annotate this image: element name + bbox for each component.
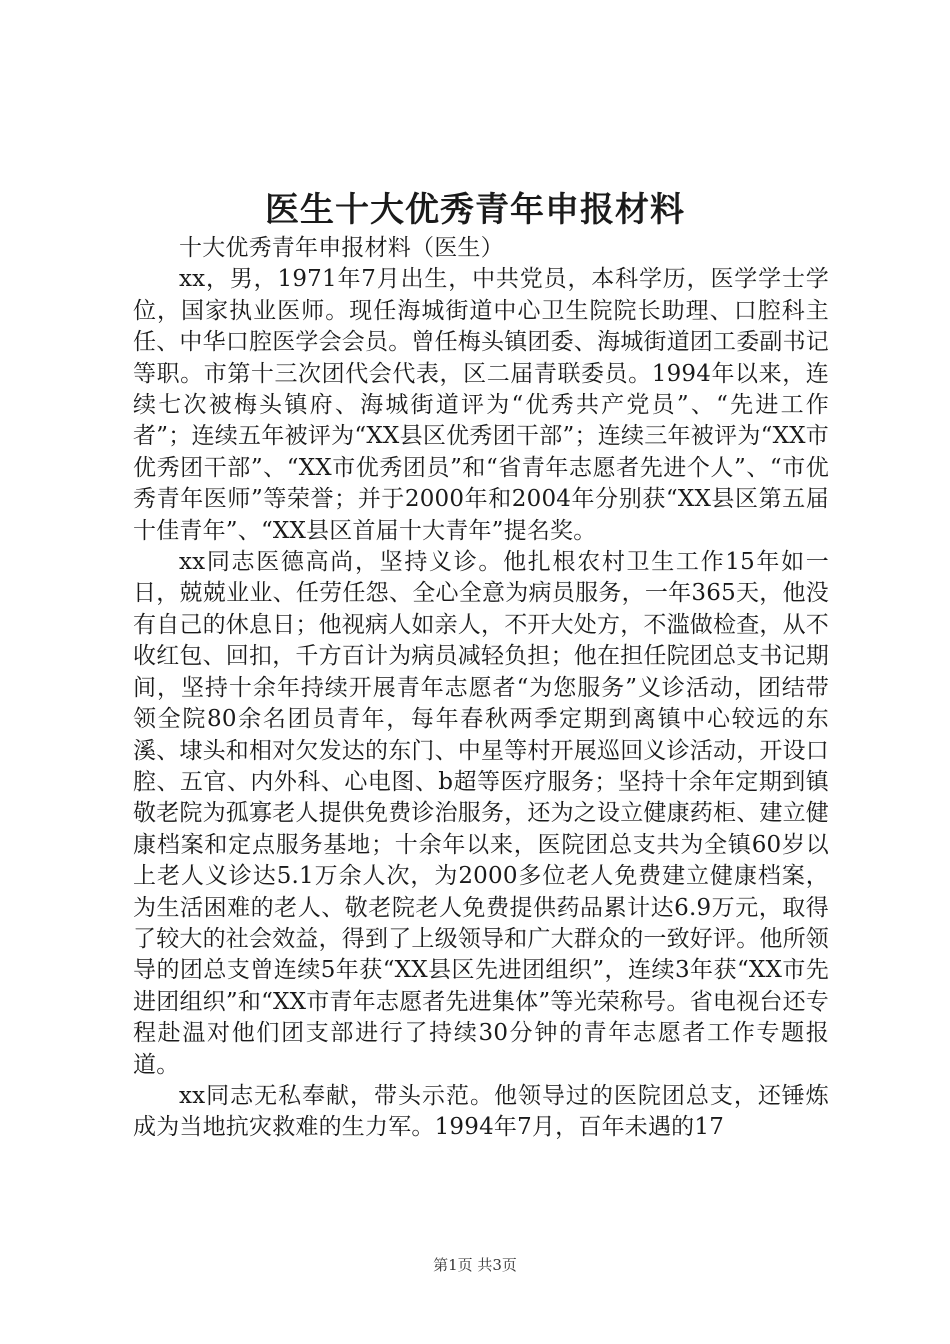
body-paragraph: xx同志医德高尚，坚持义诊。他扎根农村卫生工作15年如一日，兢兢业业、任劳任怨、全心全意为病员服务，一年365天，他没有自己的休息日；他视病人如亲人，不开大处方，不滥做检查，从不收红包、回扣，千方百计为病员减轻负担；他在担任院团总支书记期间，坚持十余年持续开展青年志愿者“为您服务”义诊活动，团结带领全院80余名团员青年，每年春秋两季定期到离镇中心较远的东溪、埭头和相对欠发达的东门、中星等村开展巡回义诊活动，开设口腔、五官、内外科、心电图、b超等医疗服务；坚持十余年定期到镇敬老院为孤寡老人提供免费诊治服务，还为之设立健康药柜、建立健康档案和定点服务基地；十余年以来，医院团总支共为全镇60岁以上老人义诊达5.1万余人次，为2000多位老人免费建立健康档案，为生活困难的老人、敬老院老人免费提供药品累计达6.9万元，取得了较大的社会效益，得到了上级领导和广大群众的一致好评。他所领导的团总支曾连续5年获“XX县区先进团组织”，连续3年获“XX市先进团组织”和“XX市青年志愿者先进集体”等光荣称号。省电视台还专程赴温对他们团支部进行了持续30分钟的青年志愿者工作专题报道。 [133,549,829,1078]
body-paragraph: xx同志无私奉献，带头示范。他领导过的医院团总支，还锤炼成为当地抗灾救难的生力军。1994年7月，百年未遇的17 [133,1082,829,1141]
document-body [133,233,829,1144]
page-number-footer: 第1页 共3页 [433,1256,517,1274]
document-title: 医生十大优秀青年申报材料 [265,190,685,230]
body-paragraph: xx，男，1971年7月出生，中共党员，本科学历，医学学士学位，国家执业医师。现任海城街道中心卫生院院长助理、口腔科主任、中华口腔医学会会员。曾任梅头镇团委、海城街道团工委副书记等职。市第十三次团代会代表，区二届青联委员。1994年以来，连续七次被梅头镇府、海城街道评为“优秀共产党员”、“先进工作者”；连续五年被评为“XX县区优秀团干部”；连续三年被评为“XX市优秀团干部”、“XX市优秀团员”和“省青年志愿者先进个人”、“市优秀青年医师”等荣誉；并于2000年和2004年分别获“XX县区第五届十佳青年”、“XX县区首届十大青年”提名奖。 [133,266,829,544]
subtitle-paragraph: 十大优秀青年申报材料（医生） [179,235,504,261]
